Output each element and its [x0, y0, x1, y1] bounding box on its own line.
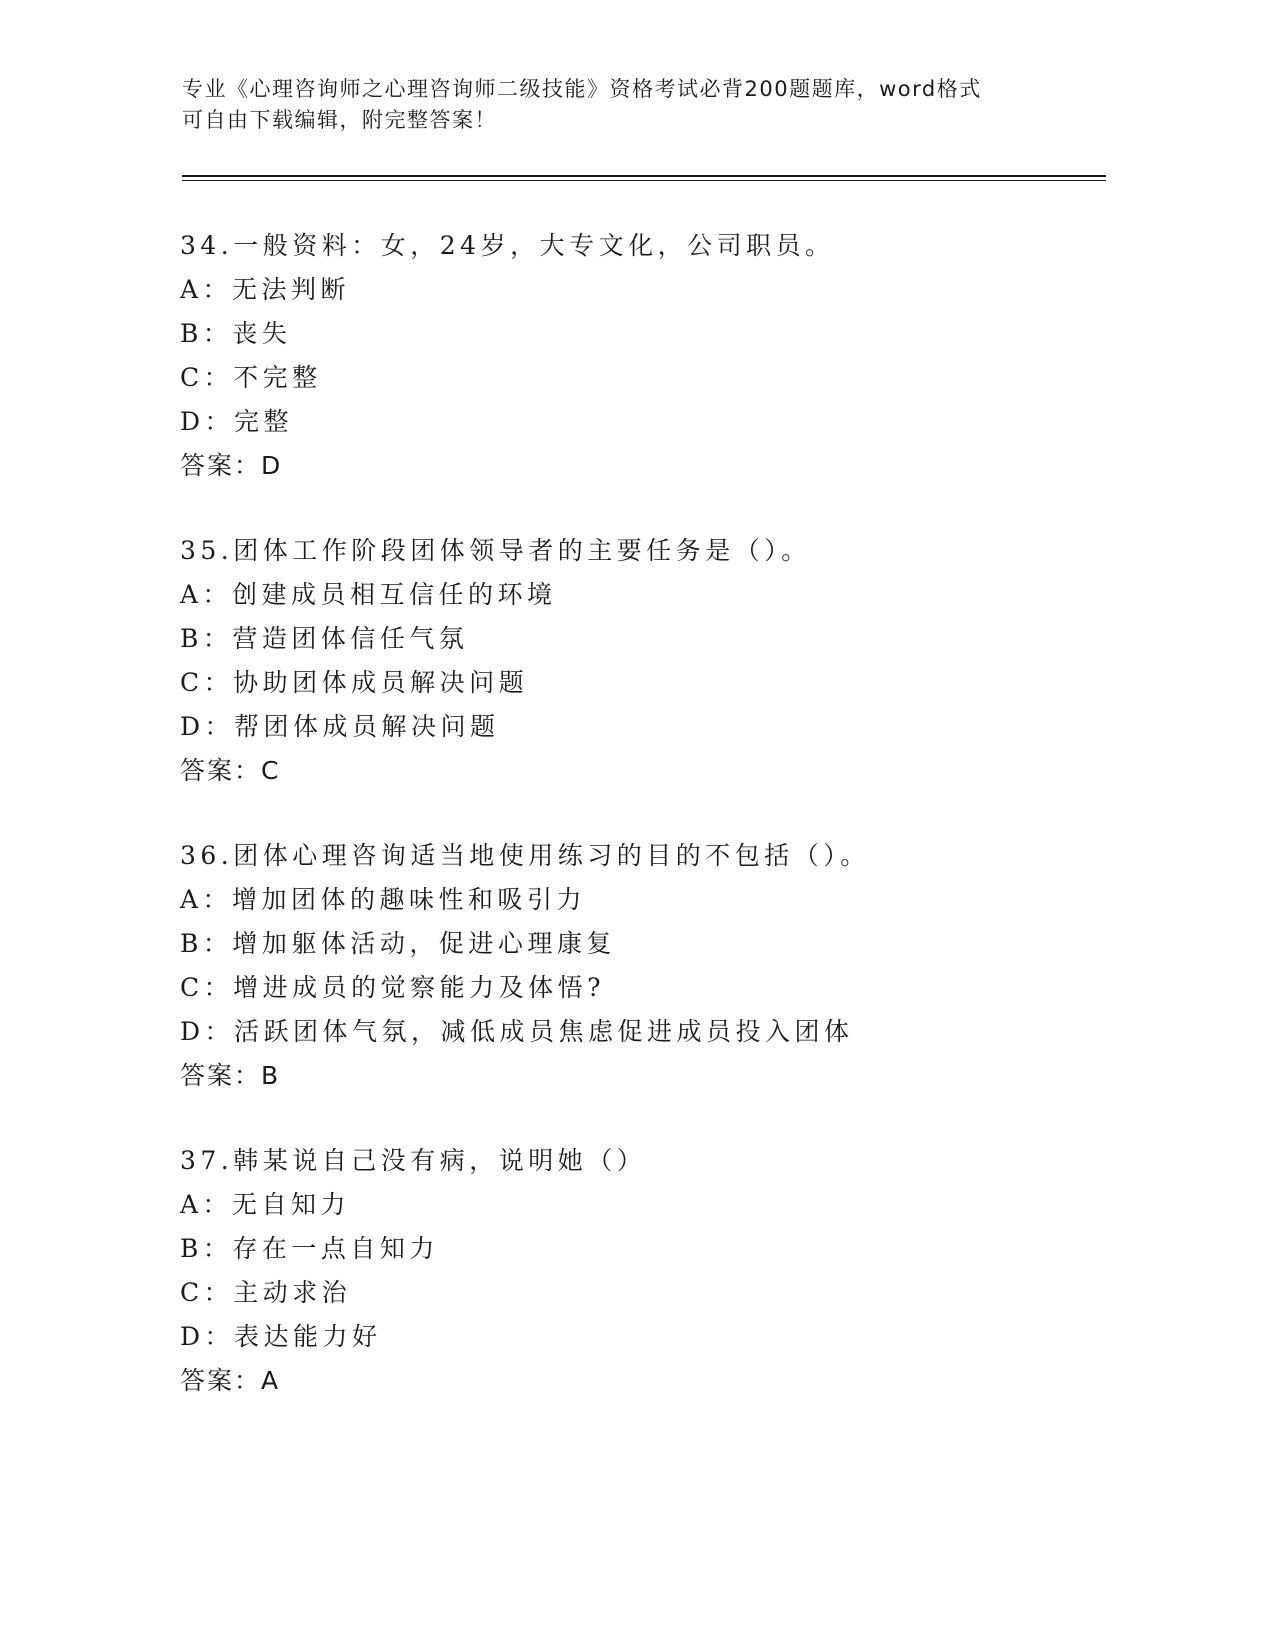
header-divider-thick	[182, 175, 1106, 177]
question-37	[180, 1139, 1100, 1403]
option-c: C：增进成员的觉察能力及体悟?	[180, 973, 606, 1002]
header-line-2: 可自由下载编辑，附完整答案！	[182, 108, 497, 132]
question-title: 35.团体工作阶段团体领导者的主要任务是（）。	[180, 536, 811, 565]
question-title: 36.团体心理咨询适当地使用练习的目的不包括（）。	[180, 841, 870, 870]
option-d: D：完整	[180, 407, 294, 436]
answer-line: 答案：A	[180, 1366, 281, 1395]
answer-line: 答案：B	[180, 1061, 281, 1090]
answer-line: 答案：C	[180, 756, 281, 785]
option-d: D：活跃团体气氛，减低成员焦虑促进成员投入团体	[180, 1017, 854, 1046]
option-b: B：增加躯体活动，促进心理康复	[180, 929, 616, 958]
header-line-1: 专业《心理咨询师之心理咨询师二级技能》资格考试必背200题题库，word格式	[182, 77, 982, 101]
option-a: A：创建成员相互信任的环境	[180, 580, 557, 609]
question-35	[180, 529, 1100, 793]
option-b: B：丧失	[180, 319, 292, 348]
option-c: C：不完整	[180, 363, 322, 392]
answer-line: 答案：D	[180, 451, 283, 480]
option-a: A：无自知力	[180, 1190, 351, 1219]
option-c: C：协助团体成员解决问题	[180, 668, 529, 697]
option-b: B：存在一点自知力	[180, 1234, 439, 1263]
option-a: A：增加团体的趣味性和吸引力	[180, 885, 587, 914]
question-34	[180, 224, 1100, 488]
option-a: A：无法判断	[180, 275, 351, 304]
document-header	[182, 74, 1082, 136]
question-36	[180, 834, 1100, 1098]
option-c: C：主动求治	[180, 1278, 352, 1307]
question-title: 37.韩某说自己没有病，说明她（）	[180, 1146, 647, 1175]
question-title: 34.一般资料：女，24岁，大专文化，公司职员。	[180, 231, 835, 260]
option-d: D：表达能力好	[180, 1322, 382, 1351]
header-divider-thin	[182, 180, 1106, 181]
option-d: D：帮团体成员解决问题	[180, 712, 500, 741]
option-b: B：营造团体信任气氛	[180, 624, 469, 653]
